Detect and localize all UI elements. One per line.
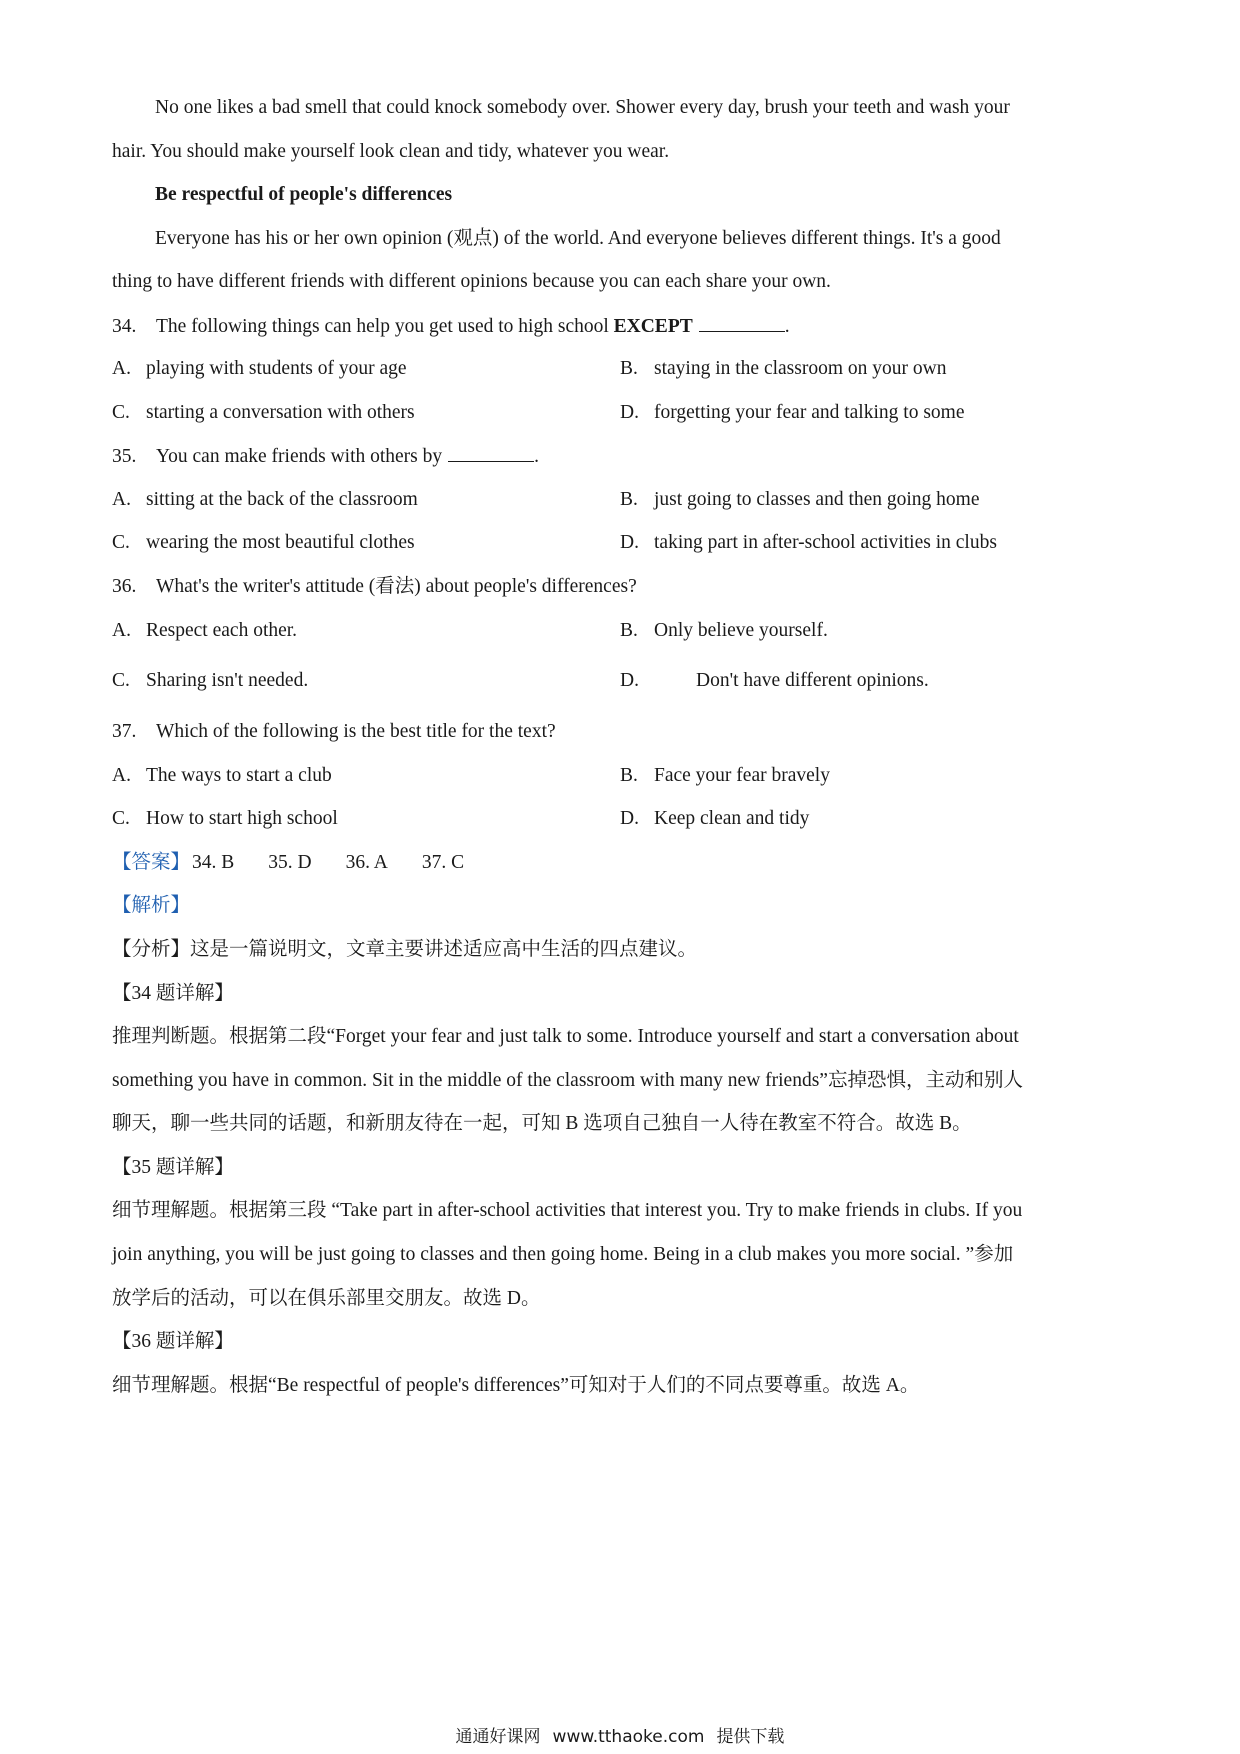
option-37-a: A. The ways to start a club <box>112 765 332 786</box>
section-heading: Be respectful of people's differences <box>155 184 453 205</box>
footer-url[interactable]: www.tthaoke.com <box>552 1727 705 1747</box>
analysis-line: something you have in common. Sit in the middle of the classroom with many new friends”忘掉恐惧，主动和别人 <box>112 1070 1023 1091</box>
option-37-d: D. Keep clean and tidy <box>620 808 810 829</box>
question-stem: The following things can help you get used to high school <box>156 316 614 337</box>
option-34-b: B. staying in the classroom on your own <box>620 358 947 379</box>
question-stem: Which of the following is the best title for the text? <box>156 721 556 742</box>
detail-heading-34: 【34 题详解】 <box>112 983 234 1004</box>
answer-blank <box>699 313 785 332</box>
passage-paragraph-line: thing to have different friends with different opinions because you can each share your own. <box>112 271 831 292</box>
answer-blank <box>448 443 534 462</box>
answer-item: 34. B <box>192 852 235 873</box>
question-number: 34. <box>112 316 137 337</box>
option-34-c: C. starting a conversation with others <box>112 402 415 423</box>
passage-paragraph-line: No one likes a bad smell that could knock somebody over. Shower every day, brush your teeth and wash your <box>155 97 1010 118</box>
analysis-line: 细节理解题。根据第三段 “Take part in after-school activities that interest you. Try to make friends in clubs. If you <box>112 1200 1023 1221</box>
analysis-tag: 【解析】 <box>112 895 191 916</box>
passage-paragraph-line: Everyone has his or her own opinion (观点) of the world. And everyone believes different things. It's a good <box>155 228 1001 249</box>
page-footer <box>0 1726 1240 1748</box>
analysis-line: 聊天，聊一些共同的话题，和新朋友待在一起，可知 B 选项自己独自一人待在教室不符合。故选 B。 <box>112 1113 972 1134</box>
option-37-b: B. Face your fear bravely <box>620 765 830 786</box>
answer-item: 36. A <box>345 852 388 873</box>
question-stem-emphasis: EXCEPT <box>613 316 693 337</box>
option-35-c: C. wearing the most beautiful clothes <box>112 532 415 553</box>
option-35-a: A. sitting at the back of the classroom <box>112 489 418 510</box>
question-37 <box>112 719 556 745</box>
footer-note: 提供下载 <box>716 1727 785 1747</box>
answer-item: 37. C <box>421 852 465 873</box>
passage-paragraph-line: hair. You should make yourself look clean and tidy, whatever you wear. <box>112 141 670 162</box>
answer-line <box>112 850 498 876</box>
analysis-line: 放学后的活动，可以在俱乐部里交朋友。故选 D。 <box>112 1288 541 1309</box>
option-35-b: B. just going to classes and then going home <box>620 489 980 510</box>
question-stem: You can make friends with others by <box>156 446 443 467</box>
analysis-line: join anything, you will be just going to classes and then going home. Being in a club makes you more social. ”参加 <box>112 1244 1014 1265</box>
option-34-a: A. playing with students of your age <box>112 358 407 379</box>
footer-site-name: 通通好课网 <box>455 1727 541 1747</box>
option-34-d: D. forgetting your fear and talking to some <box>620 402 965 423</box>
detail-heading-36: 【36 题详解】 <box>112 1331 234 1352</box>
option-36-c: C. Sharing isn't needed. <box>112 670 309 691</box>
answer-item: 35. D <box>268 852 312 873</box>
question-number: 36. <box>112 576 137 597</box>
question-number: 37. <box>112 721 137 742</box>
question-stem-end: . <box>534 446 540 467</box>
analysis-summary: 【分析】这是一篇说明文，文章主要讲述适应高中生活的四点建议。 <box>112 939 698 960</box>
option-36-b: B. Only believe yourself. <box>620 620 828 641</box>
option-36-a: A. Respect each other. <box>112 620 298 641</box>
detail-heading-35: 【35 题详解】 <box>112 1157 234 1178</box>
question-number: 35. <box>112 446 137 467</box>
question-36 <box>112 574 637 600</box>
option-37-c: C. How to start high school <box>112 808 338 829</box>
answer-tag: 【答案】 <box>112 852 191 873</box>
analysis-line: 细节理解题。根据“Be respectful of people's differences”可知对于人们的不同点要尊重。故选 A。 <box>112 1375 920 1396</box>
question-35 <box>112 443 539 470</box>
question-stem-end: . <box>784 316 790 337</box>
option-35-d: D. taking part in after-school activities in clubs <box>620 532 997 553</box>
analysis-line: 推理判断题。根据第二段“Forget your fear and just talk to some. Introduce yourself and start a conversation about <box>112 1026 1019 1047</box>
question-stem: What's the writer's attitude (看法) about people's differences? <box>156 576 637 597</box>
question-34 <box>112 313 790 340</box>
option-36-d: D. Don't have different opinions. <box>620 670 929 691</box>
